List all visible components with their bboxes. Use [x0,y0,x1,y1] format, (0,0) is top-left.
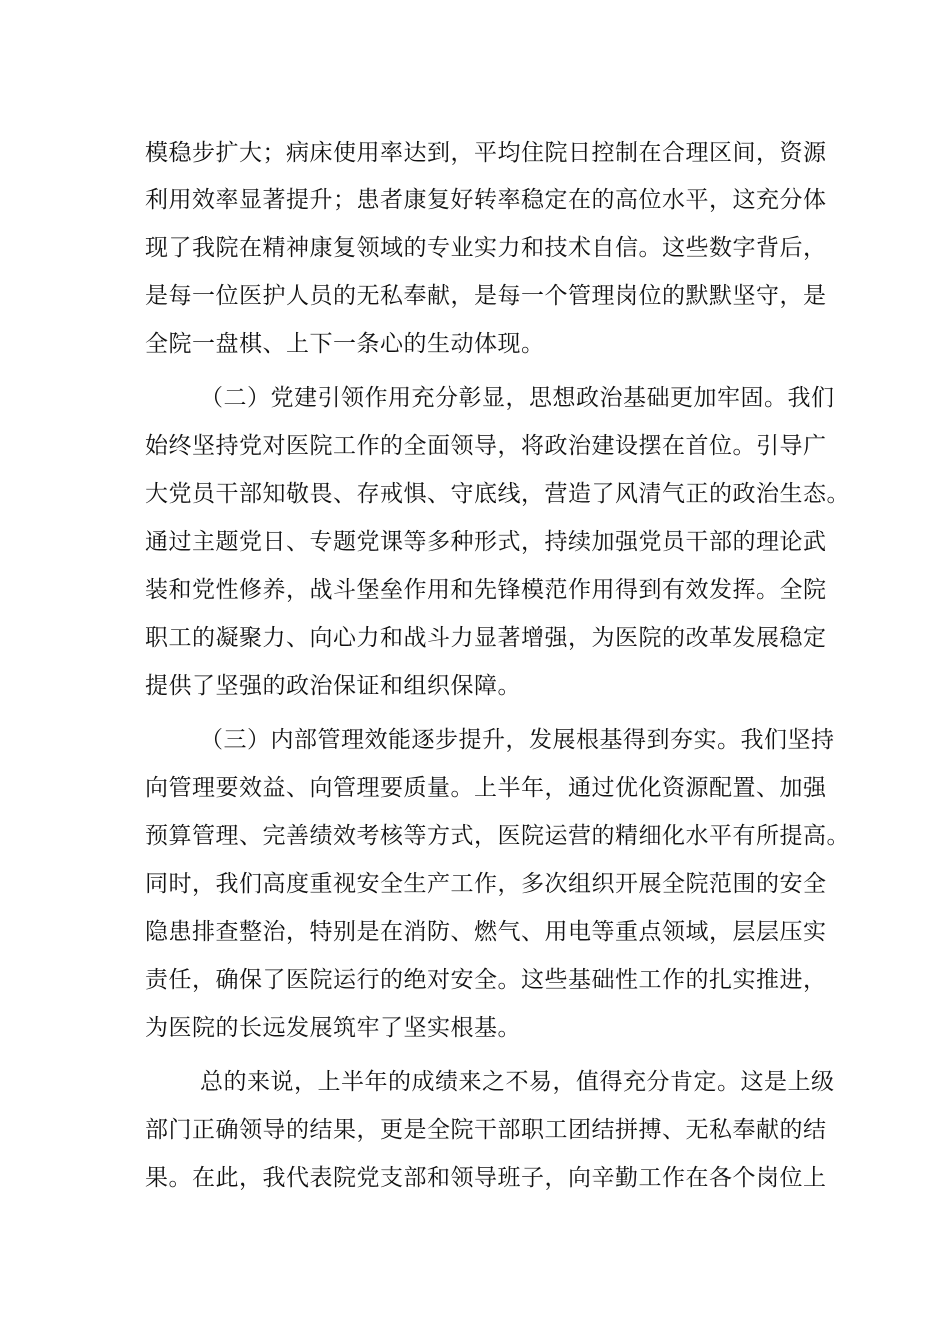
text-line: 预算管理、完善绩效考核等方式，医院运营的精细化水平有所提高。 [145,823,850,849]
text-line: 责任，确保了医院运行的绝对安全。这些基础性工作的扎实推进， [145,967,827,993]
text-line: 是每一位医护人员的无私奉献，是每一个管理岗位的默默坚守，是 [145,283,827,309]
text-line: 隐患排查整治，特别是在消防、燃气、用电等重点领域，层层压实 [145,919,827,945]
text-line: 同时，我们高度重视安全生产工作，多次组织开展全院范围的安全 [145,871,827,897]
paragraph-heading-line: （三）内部管理效能逐步提升，发展根基得到夯实。我们坚持 [200,727,835,753]
text-line: 部门正确领导的结果，更是全院干部职工团结拼搏、无私奉献的结 [145,1117,827,1143]
text-line: 装和党性修养，战斗堡垒作用和先锋模范作用得到有效发挥。全院 [145,577,827,603]
text-line: 模稳步扩大；病床使用率达到，平均住院日控制在合理区间，资源 [145,140,827,166]
text-line: 始终坚持党对医院工作的全面领导，将政治建设摆在首位。引导广 [145,433,827,459]
text-line: 现了我院在精神康复领域的专业实力和技术自信。这些数字背后， [145,235,827,261]
text-line: 职工的凝聚力、向心力和战斗力显著增强，为医院的改革发展稳定 [145,625,827,651]
text-line: 全院一盘棋、上下一条心的生动体现。 [145,331,545,357]
text-line: 通过主题党日、专题党课等多种形式，持续加强党员干部的理论武 [145,529,827,555]
text-line: 为医院的长远发展筑牢了坚实根基。 [145,1015,521,1041]
text-line: 提供了坚强的政治保证和组织保障。 [145,673,521,699]
text-line: 果。在此，我代表院党支部和领导班子，向辛勤工作在各个岗位上 [145,1165,827,1191]
text-line: 大党员干部知敬畏、存戒惧、守底线，营造了风清气正的政治生态。 [145,481,850,507]
text-line: 利用效率显著提升；患者康复好转率稳定在的高位水平，这充分体 [145,187,827,213]
text-line: 向管理要效益、向管理要质量。上半年，通过优化资源配置、加强 [145,775,827,801]
paragraph-first-line: 总的来说，上半年的成绩来之不易，值得充分肯定。这是上级 [200,1069,835,1095]
paragraph-heading-line: （二）党建引领作用充分彰显，思想政治基础更加牢固。我们 [200,385,835,411]
